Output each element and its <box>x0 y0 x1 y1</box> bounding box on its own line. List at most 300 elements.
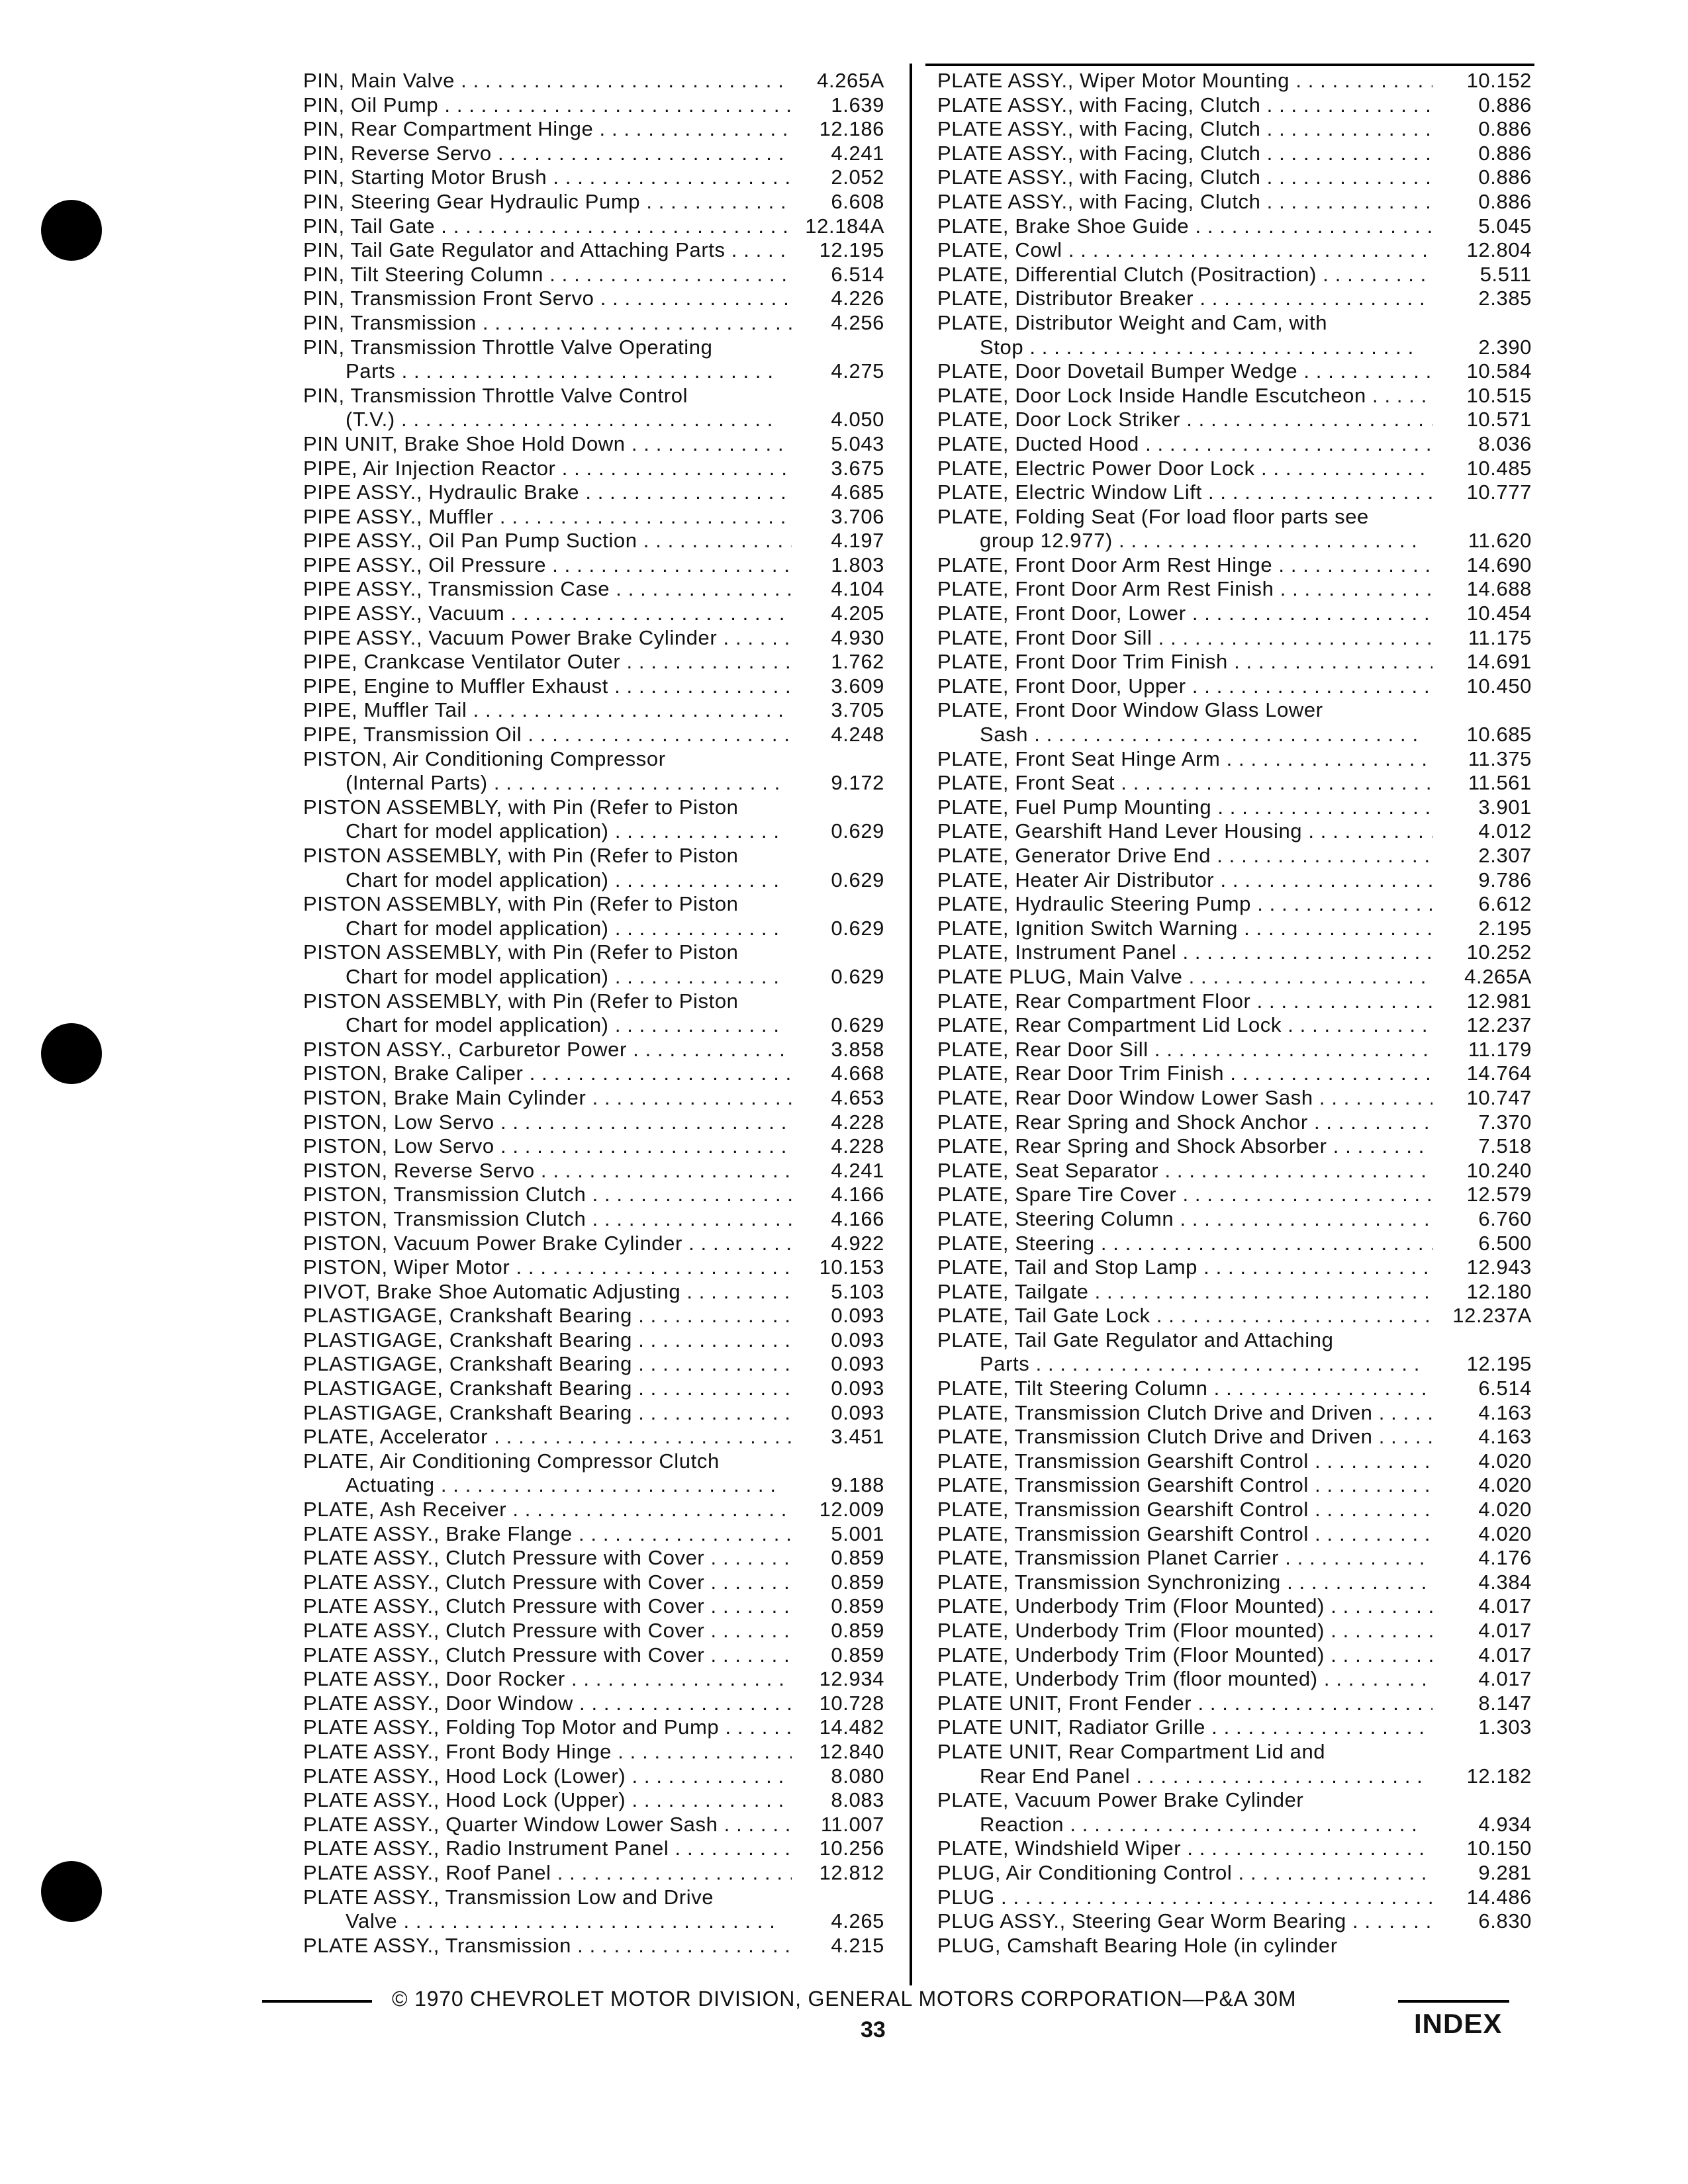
index-entry <box>923 287 1532 311</box>
entry-description <box>303 1643 792 1668</box>
entry-text: PLATE, Transmission Gearshift Control . . . <box>937 1449 1421 1474</box>
entry-description <box>937 819 1432 844</box>
index-entry <box>270 1498 884 1522</box>
entry-text: PIPE ASSY., Oil Pressure . . . <box>303 553 780 578</box>
entry-description <box>303 1280 792 1304</box>
entry-text: PLATE ASSY., Radio Instrument Panel . . . <box>303 1837 780 1861</box>
entry-text: PIPE, Engine to Muffler Exhaust . . . <box>303 674 780 699</box>
index-entry <box>270 263 884 287</box>
entry-text: PLATE, Transmission Gearshift Control . . . <box>937 1498 1421 1522</box>
entry-description <box>937 989 1432 1014</box>
entry-reference-number: 3.858 <box>831 1037 884 1061</box>
entry-text: PLATE, Electric Window Lift . . . <box>937 480 1421 505</box>
index-entry <box>270 1934 884 1958</box>
entry-description <box>303 117 792 142</box>
index-entry <box>923 384 1532 408</box>
entry-text-continued <box>303 359 780 384</box>
entry-text: PLATE, Front Seat Hinge Arm . . . <box>937 747 1421 772</box>
entry-text-continued-label: (T.V.) <box>346 408 395 432</box>
entry-reference-number: 5.103 <box>831 1279 884 1303</box>
index-entry <box>923 1280 1532 1304</box>
entry-text: PLATE, Steering Column . . . <box>937 1207 1421 1232</box>
entry-reference-number: 4.050 <box>831 408 884 432</box>
index-entry <box>270 1232 884 1256</box>
index-entry <box>270 892 884 940</box>
index-entry <box>923 457 1532 481</box>
entry-text-continued-label: Rear End Panel <box>980 1764 1131 1788</box>
index-entry <box>923 1183 1532 1207</box>
index-entry <box>270 1449 884 1498</box>
entry-text: PIPE, Air Injection Reactor . . . <box>303 457 780 481</box>
entry-reference-number: 4.020 <box>1478 1522 1532 1545</box>
index-entry <box>270 238 884 263</box>
entry-description <box>303 1328 792 1353</box>
entry-text: PISTON ASSY., Carburetor Power . . . <box>303 1038 780 1062</box>
entry-reference-number: 12.237 <box>1466 1013 1532 1037</box>
entry-description <box>303 165 792 190</box>
entry-description <box>303 892 792 940</box>
entry-reference-number: 6.514 <box>1478 1377 1532 1400</box>
entry-reference-number: 5.045 <box>1478 214 1532 238</box>
entry-reference-number: 4.197 <box>831 529 884 553</box>
entry-text: PIN, Tail Gate . . . <box>303 214 780 239</box>
entry-reference-number: 11.175 <box>1468 625 1532 649</box>
entry-reference-number: 12.579 <box>1466 1183 1532 1206</box>
entry-description <box>937 1619 1432 1643</box>
entry-description <box>303 1861 792 1886</box>
entry-text: PLATE ASSY., with Facing, Clutch . . . <box>937 190 1421 214</box>
entry-description <box>303 505 792 529</box>
index-entry <box>270 1134 884 1159</box>
entry-reference-number: 4.020 <box>1478 1449 1532 1473</box>
entry-text: PIPE ASSY., Hydraulic Brake . . . <box>303 480 780 505</box>
entry-description <box>937 650 1432 674</box>
entry-description <box>303 1449 792 1498</box>
index-entry <box>270 1594 884 1619</box>
entry-description <box>303 432 792 457</box>
entry-reference-number: 9.786 <box>1478 868 1532 891</box>
index-entry <box>270 432 884 457</box>
index-entry <box>270 1643 884 1668</box>
index-entry <box>270 1740 884 1764</box>
entry-description <box>937 1377 1432 1401</box>
index-entry <box>923 1255 1532 1280</box>
leader-dots <box>609 819 780 842</box>
entry-reference-number: 12.180 <box>1466 1279 1532 1303</box>
section-label: INDEX <box>1414 2008 1503 2039</box>
entry-reference-number: 0.093 <box>831 1352 884 1376</box>
footer-rule-left <box>262 2000 372 2003</box>
entry-text: PIN, Transmission Front Servo . . . <box>303 287 780 311</box>
entry-description <box>303 989 792 1038</box>
index-entry <box>270 626 884 651</box>
entry-text-continued <box>303 1909 780 1934</box>
entry-text: PLATE, Front Door Trim Finish . . . <box>937 650 1421 674</box>
index-entry <box>270 602 884 626</box>
entry-reference-number: 9.188 <box>831 1473 884 1497</box>
entry-text: PLATE, Door Lock Inside Handle Escutcheon . . . <box>937 384 1421 408</box>
entry-reference-number: 4.275 <box>831 359 884 383</box>
entry-text-continued <box>937 529 1421 553</box>
index-entry <box>270 1861 884 1886</box>
entry-description <box>937 359 1432 384</box>
entry-reference-number: 4.265A <box>817 69 884 92</box>
entry-reference-number: 12.009 <box>819 1498 884 1522</box>
index-entry <box>923 602 1532 626</box>
entry-text-continued-label: Parts <box>346 359 396 383</box>
footer-rule-right <box>1398 2000 1509 2003</box>
entry-reference-number: 10.153 <box>819 1255 884 1279</box>
entry-description <box>937 698 1432 747</box>
entry-reference-number: 0.093 <box>831 1400 884 1424</box>
index-entry <box>270 1207 884 1232</box>
entry-reference-number: 10.728 <box>819 1691 884 1715</box>
index-entry <box>270 1352 884 1377</box>
entry-description <box>937 1909 1432 1934</box>
entry-description <box>303 1232 792 1256</box>
entry-description <box>303 1425 792 1449</box>
entry-description <box>937 1498 1432 1522</box>
entry-description <box>303 723 792 747</box>
leader-dots <box>609 1013 780 1036</box>
entry-reference-number: 12.934 <box>819 1667 884 1691</box>
entry-reference-number: 3.675 <box>831 456 884 480</box>
entry-reference-number: 4.228 <box>831 1134 884 1158</box>
index-entry <box>923 1740 1532 1788</box>
entry-description <box>303 1207 792 1232</box>
entry-text: PIN, Steering Gear Hydraulic Pump . . . <box>303 190 780 214</box>
entry-description <box>937 1183 1432 1207</box>
index-entry <box>923 965 1532 989</box>
entry-text: PIN, Main Valve . . . <box>303 69 780 93</box>
entry-reference-number: 4.017 <box>1478 1643 1532 1666</box>
entry-reference-number: 6.612 <box>1478 892 1532 916</box>
entry-reference-number: 12.186 <box>819 117 884 141</box>
entry-reference-number: 12.237A <box>1452 1304 1532 1328</box>
entry-text: PIPE ASSY., Vacuum Power Brake Cylinder . . . <box>303 626 780 651</box>
entry-text: PLATE, Front Door Window Glass Lower <box>937 698 1323 722</box>
index-entry <box>923 432 1532 457</box>
entry-description <box>937 1304 1432 1328</box>
entry-description <box>937 1280 1432 1304</box>
entry-description <box>937 844 1432 868</box>
entry-text: PLUG ASSY., Steering Gear Worm Bearing . . . <box>937 1909 1421 1934</box>
entry-description <box>303 1667 792 1692</box>
entry-reference-number: 12.943 <box>1466 1255 1532 1279</box>
entry-reference-number: 4.265A <box>1464 964 1532 988</box>
entry-text: PLATE, Transmission Gearshift Control . . . <box>937 1473 1421 1498</box>
index-entry <box>923 626 1532 651</box>
entry-description <box>303 1498 792 1522</box>
entry-description <box>303 1159 792 1183</box>
entry-description <box>303 1546 792 1570</box>
entry-text: PIPE, Crankcase Ventilator Outer . . . <box>303 650 780 674</box>
entry-text: PLATE, Door Dovetail Bumper Wedge . . . <box>937 359 1421 384</box>
index-entry <box>270 480 884 505</box>
entry-reference-number: 3.609 <box>831 674 884 698</box>
entry-text: PLATE, Seat Separator . . . <box>937 1159 1421 1183</box>
entry-text: PLATE, Rear Spring and Shock Absorber . . . <box>937 1134 1421 1159</box>
entry-text: PLATE, Hydraulic Steering Pump . . . <box>937 892 1421 917</box>
leader-dots <box>397 1909 780 1933</box>
entry-text: PISTON ASSEMBLY, with Pin (Refer to Piston <box>303 989 739 1013</box>
entry-description <box>937 165 1432 190</box>
entry-reference-number: 14.764 <box>1466 1062 1532 1085</box>
entry-description <box>937 602 1432 626</box>
entry-description <box>937 1232 1432 1256</box>
entry-reference-number: 3.901 <box>1478 795 1532 819</box>
entry-text: PLATE, Underbody Trim (Floor mounted) . . . <box>937 1619 1421 1643</box>
entry-text: PIPE, Transmission Oil . . . <box>303 723 780 747</box>
index-entry <box>923 1086 1532 1111</box>
entry-reference-number: 9.281 <box>1478 1860 1532 1884</box>
entry-description <box>303 1062 792 1086</box>
index-entry <box>270 336 884 384</box>
entry-reference-number: 4.934 <box>1478 1812 1532 1836</box>
entry-text: PIPE ASSY., Muffler . . . <box>303 505 780 529</box>
entry-reference-number: 12.840 <box>819 1739 884 1763</box>
entry-description <box>303 1401 792 1426</box>
entry-description <box>937 1401 1432 1426</box>
entry-reference-number: 0.629 <box>831 819 884 843</box>
entry-text: PLUG, Camshaft Bearing Hole (in cylinder <box>937 1933 1338 1957</box>
entry-description <box>303 1522 792 1547</box>
entry-description <box>937 771 1432 796</box>
entry-text: PLATE, Rear Spring and Shock Anchor . . . <box>937 1111 1421 1135</box>
entry-text: PLATE, Gearshift Hand Lever Housing . . . <box>937 819 1421 844</box>
entry-reference-number: 2.385 <box>1478 287 1532 310</box>
entry-description <box>937 940 1432 965</box>
entry-reference-number: 4.384 <box>1478 1570 1532 1594</box>
entry-description <box>303 1594 792 1619</box>
entry-description <box>937 796 1432 820</box>
entry-description <box>303 1352 792 1377</box>
index-entry <box>923 1594 1532 1619</box>
entry-text: PLATE, Electric Power Door Lock . . . <box>937 457 1421 481</box>
entry-text: PLATE, Transmission Synchronizing . . . <box>937 1570 1421 1595</box>
entry-description <box>303 1111 792 1135</box>
entry-description <box>303 940 792 989</box>
entry-reference-number: 4.205 <box>831 602 884 625</box>
entry-text: PIPE, Muffler Tail . . . <box>303 698 780 723</box>
entry-description <box>937 1837 1432 1861</box>
entry-reference-number: 0.886 <box>1478 117 1532 141</box>
entry-description <box>937 1473 1432 1498</box>
entry-reference-number: 11.620 <box>1468 529 1532 553</box>
entry-text: PIVOT, Brake Shoe Automatic Adjusting . . . <box>303 1280 780 1304</box>
entry-text: PLATE ASSY., Clutch Pressure with Cover . . . <box>303 1546 780 1570</box>
column-top-rule <box>925 64 1534 66</box>
entry-reference-number: 4.226 <box>831 287 884 310</box>
index-entry <box>923 69 1532 93</box>
entry-text-continued-label: Parts <box>980 1352 1030 1376</box>
entry-text: PIN, Reverse Servo . . . <box>303 142 780 166</box>
entry-reference-number: 0.859 <box>831 1570 884 1594</box>
entry-text: PLATE, Folding Seat (For load floor parts see <box>937 504 1369 528</box>
entry-reference-number: 0.859 <box>831 1619 884 1642</box>
entry-text-continued-label: Chart for model application) <box>346 916 609 940</box>
entry-text: PLATE ASSY., Brake Flange . . . <box>303 1522 780 1547</box>
entry-description <box>303 384 792 432</box>
entry-reference-number: 12.804 <box>1466 238 1532 262</box>
entry-description <box>303 1086 792 1111</box>
entry-text: PLATE ASSY., Front Body Hinge . . . <box>303 1740 780 1764</box>
entry-description <box>303 1377 792 1401</box>
index-entry <box>923 698 1532 747</box>
entry-description <box>937 1134 1432 1159</box>
entry-description <box>303 1764 792 1789</box>
entry-reference-number: 0.629 <box>831 1013 884 1037</box>
entry-reference-number: 10.150 <box>1466 1837 1532 1860</box>
index-entry <box>270 505 884 529</box>
entry-description <box>937 1740 1432 1788</box>
index-entry <box>270 1886 884 1934</box>
entry-description <box>937 1546 1432 1570</box>
entry-text: PLATE UNIT, Radiator Grille . . . <box>937 1715 1421 1740</box>
entry-description <box>303 529 792 553</box>
entry-text-continued <box>303 819 780 844</box>
entry-text-continued <box>303 917 780 941</box>
entry-reference-number: 4.228 <box>831 1110 884 1134</box>
entry-text-continued <box>303 408 780 432</box>
index-entry <box>270 117 884 142</box>
entry-text-continued-label: (Internal Parts) <box>346 771 488 795</box>
entry-description <box>937 1522 1432 1547</box>
index-entry <box>923 940 1532 965</box>
entry-text-continued-label: Chart for model application) <box>346 819 609 843</box>
entry-reference-number: 4.163 <box>1478 1400 1532 1424</box>
entry-description <box>937 1861 1432 1886</box>
entry-description <box>937 1062 1432 1086</box>
index-entry <box>923 989 1532 1014</box>
entry-description <box>937 480 1432 505</box>
index-entry <box>270 214 884 239</box>
entry-reference-number: 1.303 <box>1478 1715 1532 1739</box>
index-entry <box>270 747 884 796</box>
entry-text: PLATE, Heater Air Distributor . . . <box>937 868 1421 893</box>
entry-text: PISTON, Vacuum Power Brake Cylinder . . . <box>303 1232 780 1256</box>
index-entry <box>923 674 1532 699</box>
index-entry <box>923 844 1532 868</box>
entry-reference-number: 0.886 <box>1478 93 1532 116</box>
entry-description <box>303 1134 792 1159</box>
entry-reference-number: 4.922 <box>831 1231 884 1255</box>
entry-reference-number: 12.981 <box>1466 989 1532 1013</box>
entry-description <box>303 287 792 311</box>
index-entry <box>923 1449 1532 1474</box>
entry-description <box>937 1934 1432 1958</box>
index-entry <box>923 1013 1532 1038</box>
entry-description <box>303 214 792 239</box>
entry-reference-number: 0.886 <box>1478 189 1532 213</box>
entry-description <box>937 868 1432 893</box>
entry-text: PLATE, Front Seat . . . <box>937 771 1421 796</box>
entry-text: PLATE ASSY., Hood Lock (Upper) . . . <box>303 1788 780 1813</box>
index-entry <box>923 1328 1532 1377</box>
entry-description <box>303 1304 792 1328</box>
entry-description <box>303 577 792 602</box>
index-entry <box>270 1619 884 1643</box>
entry-reference-number: 5.001 <box>831 1522 884 1545</box>
index-entry <box>923 747 1532 772</box>
index-entry <box>923 1788 1532 1837</box>
index-entry <box>270 1522 884 1547</box>
column-divider <box>910 64 912 1985</box>
entry-reference-number: 10.454 <box>1466 602 1532 625</box>
index-entry <box>923 1062 1532 1086</box>
index-entry <box>923 1837 1532 1861</box>
leader-dots <box>435 1473 780 1496</box>
entry-reference-number: 0.859 <box>831 1546 884 1570</box>
entry-description <box>303 190 792 214</box>
leader-dots <box>1113 529 1421 552</box>
index-entry <box>923 868 1532 893</box>
entry-text: PIPE ASSY., Transmission Case . . . <box>303 577 780 602</box>
entry-reference-number: 4.215 <box>831 1933 884 1957</box>
entry-description <box>303 553 792 578</box>
entry-reference-number: 0.629 <box>831 868 884 891</box>
entry-text: PLATE ASSY., Clutch Pressure with Cover . . . <box>303 1619 780 1643</box>
entry-reference-number: 10.450 <box>1466 674 1532 698</box>
entry-reference-number: 14.688 <box>1466 577 1532 601</box>
entry-text: PLATE, Front Door Arm Rest Hinge . . . <box>937 553 1421 578</box>
leader-dots <box>1028 723 1421 746</box>
index-entry <box>923 1159 1532 1183</box>
index-entry <box>270 1788 884 1813</box>
index-entry <box>923 1619 1532 1643</box>
entry-description <box>937 93 1432 118</box>
entry-text: PLATE, Tail Gate Regulator and Attaching <box>937 1328 1334 1351</box>
entry-text: PLATE ASSY., Hood Lock (Lower) . . . <box>303 1764 780 1789</box>
entry-text: PLATE, Rear Compartment Lid Lock . . . <box>937 1013 1421 1038</box>
entry-reference-number: 4.166 <box>831 1183 884 1206</box>
entry-description <box>303 602 792 626</box>
entry-description <box>937 747 1432 772</box>
entry-text: PLATE, Rear Door Window Lower Sash . . . <box>937 1086 1421 1111</box>
index-entry <box>270 1183 884 1207</box>
entry-text-continued <box>303 868 780 893</box>
binder-hole <box>41 200 102 261</box>
entry-text: PLATE, Distributor Breaker . . . <box>937 287 1421 311</box>
entry-description <box>303 1715 792 1740</box>
entry-text: PIN, Tilt Steering Column . . . <box>303 263 780 287</box>
entry-reference-number: 12.812 <box>819 1860 884 1884</box>
entry-reference-number: 0.093 <box>831 1304 884 1328</box>
entry-text-continued <box>303 965 780 989</box>
entry-description <box>937 892 1432 917</box>
index-entry <box>270 1401 884 1426</box>
index-entry <box>270 1280 884 1304</box>
entry-text: PLASTIGAGE, Crankshaft Bearing . . . <box>303 1401 780 1426</box>
index-entry <box>923 190 1532 214</box>
entry-text: PLATE, Transmission Gearshift Control . . . <box>937 1522 1421 1547</box>
entry-text: PISTON, Transmission Clutch . . . <box>303 1207 780 1232</box>
entry-description <box>937 384 1432 408</box>
entry-description <box>937 917 1432 941</box>
entry-text: PLATE, Tail and Stop Lamp . . . <box>937 1255 1421 1280</box>
entry-text: PLATE, Brake Shoe Guide . . . <box>937 214 1421 239</box>
entry-description <box>937 1038 1432 1062</box>
entry-reference-number: 14.486 <box>1466 1885 1532 1909</box>
entry-description <box>937 1111 1432 1135</box>
entry-reference-number: 4.653 <box>831 1085 884 1109</box>
entry-text: PLATE UNIT, Front Fender . . . <box>937 1692 1421 1716</box>
entry-description <box>937 1643 1432 1668</box>
entry-text: PLATE, Front Door Sill . . . <box>937 626 1421 651</box>
entry-reference-number: 4.241 <box>831 141 884 165</box>
index-entry <box>270 577 884 602</box>
entry-text: PLATE ASSY., Wiper Motor Mounting . . . <box>937 69 1421 93</box>
